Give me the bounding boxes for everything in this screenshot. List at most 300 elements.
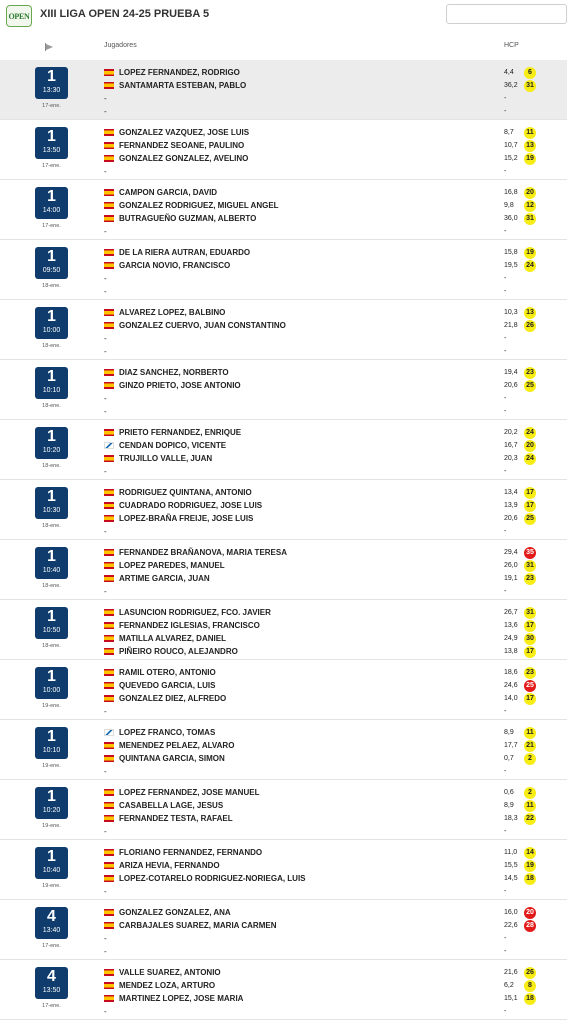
tee-number: 1 (47, 128, 56, 145)
playing-handicap-badge: 19 (524, 153, 536, 165)
player-row[interactable] (104, 619, 404, 632)
player-row[interactable] (104, 752, 404, 765)
player-row[interactable] (104, 306, 404, 319)
hcp-value: 15,8 (504, 249, 518, 256)
flag-icon[interactable] (45, 43, 55, 51)
player-row[interactable] (104, 426, 404, 439)
tee-badge[interactable] (35, 667, 68, 699)
empty-slot: - (104, 767, 107, 776)
playing-handicap-badge: 24 (524, 260, 536, 272)
spain-flag-icon (104, 862, 114, 869)
hcp-row (504, 126, 564, 139)
spain-flag-icon (104, 262, 114, 269)
player-name[interactable]: FLORIANO FERNANDEZ, FERNANDO (119, 848, 263, 857)
player-row[interactable] (104, 246, 404, 259)
tee-time: 10:40 (42, 867, 61, 874)
galicia-flag-icon (104, 442, 114, 449)
tee-badge[interactable] (35, 247, 68, 279)
spain-flag-icon (104, 969, 114, 976)
player-name[interactable]: GONZALEZ GONZALEZ, AVELINO (119, 154, 249, 163)
empty-slot: - (104, 827, 107, 836)
tee-badge[interactable] (35, 967, 68, 999)
tee-date: 18-ene. (42, 343, 61, 349)
player-row[interactable] (104, 979, 404, 992)
tee-time-group[interactable] (0, 240, 567, 300)
tee-date: 17-ene. (42, 943, 61, 949)
playing-handicap-badge: 20 (524, 440, 536, 452)
spain-flag-icon (104, 802, 114, 809)
hcp-value: 17,7 (504, 742, 518, 749)
hcp-row (504, 525, 564, 538)
hcp-row (504, 79, 564, 92)
hcp-value: 15,5 (504, 862, 518, 869)
player-row[interactable] (104, 812, 404, 825)
player-row[interactable] (104, 726, 404, 739)
hcp-row (504, 225, 564, 238)
player-row[interactable] (104, 452, 404, 465)
hcp-value: 0,6 (504, 789, 514, 796)
tee-date: 18-ene. (42, 583, 61, 589)
playing-handicap-badge: 35 (524, 547, 536, 559)
tee-badge[interactable] (35, 547, 68, 579)
player-name[interactable]: FERNANDEZ BRAÑANOVA, MARIA TERESA (119, 548, 287, 557)
player-name[interactable]: LOPEZ FRANCO, TOMAS (119, 728, 216, 737)
hcp-row (504, 705, 564, 718)
player-name[interactable]: ARTIME GARCIA, JUAN (119, 574, 210, 583)
hcp-value: 20,6 (504, 515, 518, 522)
playing-handicap-badge: 31 (524, 80, 536, 92)
hcp-list (504, 186, 564, 238)
player-row[interactable] (104, 259, 404, 272)
player-row (104, 525, 404, 538)
spain-flag-icon (104, 909, 114, 916)
hcp-row (504, 366, 564, 379)
player-row[interactable] (104, 139, 404, 152)
hcp-row (504, 679, 564, 692)
empty-slot: - (104, 227, 107, 236)
hcp-row (504, 559, 564, 572)
player-row[interactable] (104, 645, 404, 658)
spain-flag-icon (104, 609, 114, 616)
logo-text: OPEN (8, 11, 30, 21)
empty-slot: - (104, 94, 107, 103)
hcp-list (504, 66, 564, 118)
tee-times-list (0, 60, 567, 1020)
player-name[interactable]: QUINTANA GARCIA, SIMON (119, 754, 225, 763)
player-row (104, 825, 404, 838)
player-name[interactable]: FERNANDEZ TESTA, RAFAEL (119, 814, 233, 823)
spain-flag-icon (104, 682, 114, 689)
player-row[interactable] (104, 79, 404, 92)
tee-badge[interactable] (35, 787, 68, 819)
playing-handicap-badge: 31 (524, 560, 536, 572)
hcp-row (504, 572, 564, 585)
player-name[interactable]: LOPEZ-BRAÑA FREIJE, JOSE LUIS (119, 514, 254, 523)
tee-date: 19-ene. (42, 703, 61, 709)
player-list (104, 546, 404, 598)
playing-handicap-badge: 11 (524, 127, 536, 139)
player-list (104, 486, 404, 538)
hcp-value: 8,9 (504, 802, 514, 809)
player-row[interactable] (104, 439, 404, 452)
hcp-row (504, 306, 564, 319)
hcp-row (504, 486, 564, 499)
hcp-value: 20,3 (504, 455, 518, 462)
search-input[interactable] (446, 4, 567, 24)
spain-flag-icon (104, 742, 114, 749)
hcp-value: - (504, 708, 507, 715)
playing-handicap-badge: 25 (524, 380, 536, 392)
player-name[interactable]: RAMIL OTERO, ANTONIO (119, 668, 216, 677)
player-name[interactable]: LASUNCION RODRIGUEZ, FCO. JAVIER (119, 608, 271, 617)
player-row (104, 465, 404, 478)
spain-flag-icon (104, 755, 114, 762)
hcp-value: 13,4 (504, 489, 518, 496)
player-row[interactable] (104, 199, 404, 212)
player-name[interactable]: ALVAREZ LOPEZ, BALBINO (119, 308, 226, 317)
hcp-row (504, 726, 564, 739)
tee-time-group[interactable] (0, 660, 567, 720)
player-name[interactable]: MENDEZ LOZA, ARTURO (119, 981, 216, 990)
tee-time: 13:50 (42, 147, 61, 154)
playing-handicap-badge: 17 (524, 693, 536, 705)
player-name[interactable]: TRUJILLO VALLE, JUAN (119, 454, 213, 463)
player-row[interactable] (104, 559, 404, 572)
player-row (104, 1005, 404, 1018)
tee-time: 13:50 (42, 987, 61, 994)
player-name[interactable]: CENDAN DOPICO, VICENTE (119, 441, 227, 450)
tee-time: 14:00 (42, 207, 61, 214)
empty-slot: - (104, 274, 107, 283)
player-row[interactable] (104, 572, 404, 585)
tee-number: 1 (47, 428, 56, 445)
spain-flag-icon (104, 429, 114, 436)
player-name[interactable]: GONZALEZ RODRIGUEZ, MIGUEL ANGEL (119, 201, 279, 210)
player-name[interactable]: DIAZ SANCHEZ, NORBERTO (119, 368, 229, 377)
playing-handicap-badge: 20 (524, 907, 536, 919)
tee-badge[interactable] (35, 127, 68, 159)
hcp-value: 18,3 (504, 815, 518, 822)
tee-badge[interactable] (35, 607, 68, 639)
player-name[interactable]: DE LA RIERA AUTRAN, EDUARDO (119, 248, 251, 257)
hcp-list (504, 606, 564, 658)
tee-number: 1 (47, 248, 56, 265)
playing-handicap-badge: 13 (524, 307, 536, 319)
tee-time-group[interactable] (0, 300, 567, 360)
spain-flag-icon (104, 622, 114, 629)
player-name[interactable]: MENENDEZ PELAEZ, ALVARO (119, 741, 235, 750)
tee-time-group[interactable] (0, 420, 567, 480)
tee-time-group[interactable] (0, 600, 567, 660)
tee-time-group[interactable] (0, 900, 567, 960)
tee-time-group[interactable] (0, 480, 567, 540)
tee-number: 1 (47, 848, 56, 865)
player-row (104, 332, 404, 345)
playing-handicap-badge: 23 (524, 367, 536, 379)
player-name[interactable]: CUADRADO RODRIGUEZ, JOSE LUIS (119, 501, 263, 510)
player-row (104, 92, 404, 105)
empty-slot: - (104, 887, 107, 896)
spain-flag-icon (104, 789, 114, 796)
column-players-label[interactable]: Jugadores (104, 42, 137, 49)
playing-handicap-badge: 11 (524, 727, 536, 739)
hcp-value: - (504, 528, 507, 535)
player-name[interactable]: FERNANDEZ IGLESIAS, FRANCISCO (119, 621, 260, 630)
player-name[interactable]: MATILLA ALVAREZ, DANIEL (119, 634, 226, 643)
hcp-value: - (504, 588, 507, 595)
empty-slot: - (104, 1007, 107, 1016)
playing-handicap-badge: 17 (524, 646, 536, 658)
player-name[interactable]: BUTRAGUEÑO GUZMAN, ALBERTO (119, 214, 257, 223)
tee-date: 17-ene. (42, 223, 61, 229)
hcp-list (504, 906, 564, 958)
hcp-value: - (504, 948, 507, 955)
hcp-value: - (504, 888, 507, 895)
empty-slot: - (104, 107, 107, 116)
player-row[interactable] (104, 512, 404, 525)
tee-badge[interactable] (35, 307, 68, 339)
empty-slot: - (104, 947, 107, 956)
playing-handicap-badge: 23 (524, 573, 536, 585)
player-name[interactable]: GONZALEZ DIEZ, ALFREDO (119, 694, 227, 703)
hcp-value: 19,5 (504, 262, 518, 269)
player-name[interactable]: CAMPON GARCIA, DAVID (119, 188, 218, 197)
player-row[interactable] (104, 126, 404, 139)
tee-badge[interactable] (35, 727, 68, 759)
hcp-row (504, 332, 564, 345)
playing-handicap-badge: 14 (524, 847, 536, 859)
player-name[interactable]: PIÑEIRO ROUCO, ALEJANDRO (119, 647, 238, 656)
hcp-row (504, 512, 564, 525)
player-name[interactable]: VALLE SUAREZ, ANTONIO (119, 968, 221, 977)
hcp-value: 21,8 (504, 322, 518, 329)
player-row[interactable] (104, 379, 404, 392)
player-name[interactable]: LOPEZ FERNANDEZ, JOSE MANUEL (119, 788, 260, 797)
player-row[interactable] (104, 66, 404, 79)
tee-number: 1 (47, 548, 56, 565)
player-name[interactable]: GONZALEZ GONZALEZ, ANA (119, 908, 231, 917)
player-row[interactable] (104, 906, 404, 919)
tee-time-group[interactable] (0, 360, 567, 420)
spain-flag-icon (104, 669, 114, 676)
player-row[interactable] (104, 679, 404, 692)
hcp-value: 6,2 (504, 982, 514, 989)
player-name[interactable]: QUEVEDO GARCIA, LUIS (119, 681, 216, 690)
playing-handicap-badge: 18 (524, 873, 536, 885)
tee-date: 19-ene. (42, 883, 61, 889)
tee-badge[interactable] (35, 487, 68, 519)
hcp-row (504, 199, 564, 212)
player-row (104, 392, 404, 405)
player-name[interactable]: CARBAJALES SUAREZ, MARIA CARMEN (119, 921, 277, 930)
tee-badge[interactable] (35, 847, 68, 879)
player-row[interactable] (104, 799, 404, 812)
player-row[interactable] (104, 846, 404, 859)
hcp-value: 29,4 (504, 549, 518, 556)
hcp-row (504, 319, 564, 332)
hcp-row (504, 692, 564, 705)
hcp-row (504, 465, 564, 478)
player-list (104, 726, 404, 778)
player-row[interactable] (104, 366, 404, 379)
tee-time: 10:20 (42, 807, 61, 814)
tee-time-group[interactable] (0, 780, 567, 840)
player-row[interactable] (104, 786, 404, 799)
player-name[interactable]: GONZALEZ VAZQUEZ, JOSE LUIS (119, 128, 250, 137)
galicia-flag-icon (104, 729, 114, 736)
player-name[interactable]: MARTINEZ LOPEZ, JOSE MARIA (119, 994, 244, 1003)
player-row[interactable] (104, 152, 404, 165)
player-name[interactable]: LOPEZ PAREDES, MANUEL (119, 561, 225, 570)
tee-time: 13:40 (42, 927, 61, 934)
hcp-row (504, 632, 564, 645)
open-logo[interactable] (6, 5, 32, 27)
hcp-row (504, 212, 564, 225)
player-row[interactable] (104, 186, 404, 199)
hcp-row (504, 752, 564, 765)
hcp-row (504, 645, 564, 658)
playing-handicap-badge: 13 (524, 140, 536, 152)
player-row[interactable] (104, 966, 404, 979)
player-list (104, 366, 404, 418)
hcp-row (504, 246, 564, 259)
hcp-list (504, 126, 564, 178)
tee-badge[interactable] (35, 907, 68, 939)
hcp-value: - (504, 828, 507, 835)
player-row[interactable] (104, 486, 404, 499)
spain-flag-icon (104, 455, 114, 462)
player-name[interactable]: LOPEZ FERNANDEZ, RODRIGO (119, 68, 240, 77)
player-name[interactable]: LOPEZ-COTARELO RODRIGUEZ-NORIEGA, LUIS (119, 874, 306, 883)
playing-handicap-badge: 2 (524, 753, 536, 765)
hcp-row (504, 379, 564, 392)
hcp-value: 24,9 (504, 635, 518, 642)
player-row[interactable] (104, 919, 404, 932)
player-row[interactable] (104, 739, 404, 752)
playing-handicap-badge: 23 (524, 667, 536, 679)
empty-slot: - (104, 934, 107, 943)
player-row (104, 765, 404, 778)
player-row[interactable] (104, 499, 404, 512)
player-list (104, 426, 404, 478)
tee-date: 18-ene. (42, 643, 61, 649)
tee-time-group[interactable] (0, 540, 567, 600)
player-name[interactable]: GONZALEZ CUERVO, JUAN CONSTANTINO (119, 321, 286, 330)
spain-flag-icon (104, 142, 114, 149)
hcp-row (504, 666, 564, 679)
player-row[interactable] (104, 859, 404, 872)
player-row[interactable] (104, 212, 404, 225)
tee-date: 17-ene. (42, 1003, 61, 1009)
player-name[interactable]: CASABELLA LAGE, JESUS (119, 801, 224, 810)
player-name[interactable]: PRIETO FERNANDEZ, ENRIQUE (119, 428, 242, 437)
tee-badge[interactable] (35, 427, 68, 459)
player-row[interactable] (104, 319, 404, 332)
player-name[interactable]: GARCIA NOVIO, FRANCISCO (119, 261, 231, 270)
hcp-row (504, 859, 564, 872)
tee-time-group[interactable] (0, 720, 567, 780)
column-hcp-label[interactable]: HCP (504, 42, 519, 49)
hcp-row (504, 66, 564, 79)
spain-flag-icon (104, 875, 114, 882)
tee-badge[interactable] (35, 367, 68, 399)
hcp-row (504, 932, 564, 945)
tee-badge[interactable] (35, 187, 68, 219)
player-row[interactable] (104, 992, 404, 1005)
playing-handicap-badge: 26 (524, 967, 536, 979)
tee-badge[interactable] (35, 67, 68, 99)
player-row (104, 105, 404, 118)
player-row[interactable] (104, 692, 404, 705)
player-name[interactable]: RODRIGUEZ QUINTANA, ANTONIO (119, 488, 252, 497)
hcp-row (504, 272, 564, 285)
playing-handicap-badge: 24 (524, 427, 536, 439)
playing-handicap-badge: 19 (524, 247, 536, 259)
hcp-row (504, 919, 564, 932)
player-row[interactable] (104, 872, 404, 885)
player-row (104, 165, 404, 178)
hcp-row (504, 906, 564, 919)
spain-flag-icon (104, 502, 114, 509)
player-list (104, 246, 404, 298)
player-row[interactable] (104, 546, 404, 559)
player-row[interactable] (104, 606, 404, 619)
playing-handicap-badge: 24 (524, 453, 536, 465)
hcp-value: 14,5 (504, 875, 518, 882)
player-row[interactable] (104, 632, 404, 645)
tee-number: 1 (47, 308, 56, 325)
player-name[interactable]: ARIZA HEVIA, FERNANDO (119, 861, 220, 870)
hcp-value: - (504, 1008, 507, 1015)
hcp-row (504, 992, 564, 1005)
hcp-value: 16,7 (504, 442, 518, 449)
hcp-value: 9,8 (504, 202, 514, 209)
tee-time-group[interactable] (0, 180, 567, 240)
tee-time-group[interactable] (0, 840, 567, 900)
spain-flag-icon (104, 382, 114, 389)
hcp-row (504, 606, 564, 619)
tee-date: 17-ene. (42, 163, 61, 169)
hcp-list (504, 366, 564, 418)
playing-handicap-badge: 6 (524, 67, 536, 79)
spain-flag-icon (104, 369, 114, 376)
player-name[interactable]: FERNANDEZ SEOANE, PAULINO (119, 141, 245, 150)
hcp-row (504, 439, 564, 452)
hcp-row (504, 739, 564, 752)
tee-time-group[interactable] (0, 60, 567, 120)
spain-flag-icon (104, 202, 114, 209)
player-row (104, 345, 404, 358)
hcp-row (504, 546, 564, 559)
player-name[interactable]: GINZO PRIETO, JOSE ANTONIO (119, 381, 241, 390)
hcp-row (504, 345, 564, 358)
player-row (104, 285, 404, 298)
empty-slot: - (104, 334, 107, 343)
spain-flag-icon (104, 549, 114, 556)
playing-handicap-badge: 17 (524, 500, 536, 512)
tee-number: 1 (47, 68, 56, 85)
player-name[interactable]: SANTAMARTA ESTEBAN, PABLO (119, 81, 247, 90)
player-list (104, 786, 404, 838)
hcp-value: - (504, 335, 507, 342)
tee-time-group[interactable] (0, 960, 567, 1020)
playing-handicap-badge: 25 (524, 680, 536, 692)
tee-time: 09:50 (42, 267, 61, 274)
player-row[interactable] (104, 666, 404, 679)
hcp-row (504, 452, 564, 465)
tee-time-group[interactable] (0, 120, 567, 180)
spain-flag-icon (104, 249, 114, 256)
